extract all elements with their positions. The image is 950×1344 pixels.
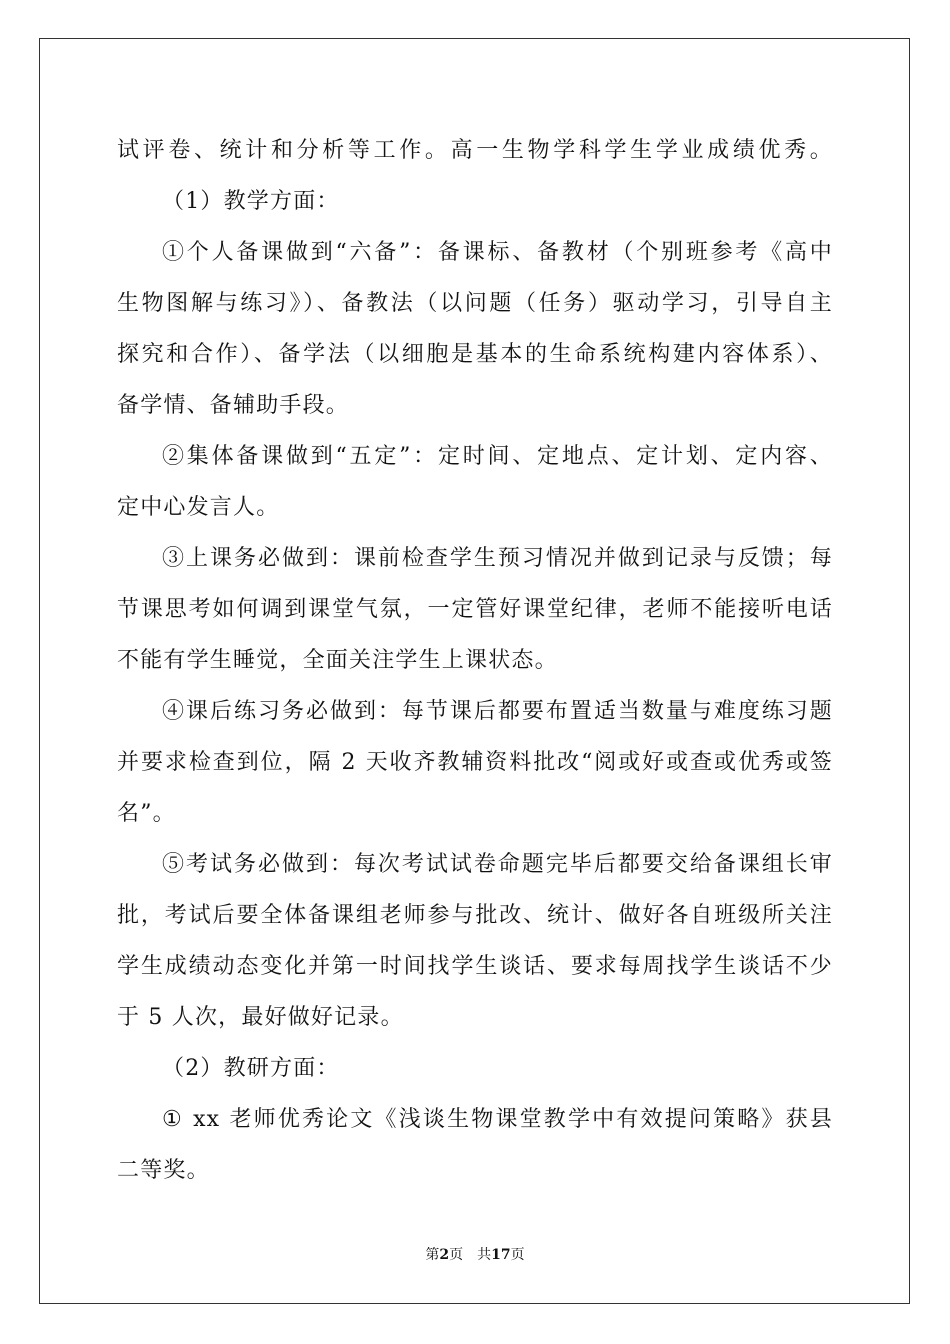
paragraph-line: ① xx 老师优秀论文《浅谈生物课堂教学中有效提问策略》获县 xyxy=(162,1107,833,1132)
paragraph-line: 名”。 xyxy=(117,801,176,826)
paragraph-line: 并要求检查到位，隔 2 天收齐教辅资料批改“阅或好或查或优秀或签 xyxy=(117,750,833,775)
paragraph-line: 试评卷、统计和分析等工作。高一生物学科学生学业成绩优秀。 xyxy=(117,138,833,163)
footer-total-suffix: 页 xyxy=(510,1247,525,1263)
paragraph-line: 探究和合作）、备学法（以细胞是基本的生命系统构建内容体系）、 xyxy=(117,342,833,367)
paragraph-line: ③上课务必做到：课前检查学生预习情况并做到记录与反馈；每 xyxy=(162,546,833,571)
section-heading-research: （2）教研方面： xyxy=(162,1056,340,1081)
paragraph-line: 备学情、备辅助手段。 xyxy=(117,393,350,418)
paragraph-line: ④课后练习务必做到：每节课后都要布置适当数量与难度练习题 xyxy=(162,699,833,724)
paragraph-line: 生物图解与练习》）、备教法（以问题（任务）驱动学习，引导自主 xyxy=(117,291,833,316)
paragraph-line: 节课思考如何调到课堂气氛，一定管好课堂纪律，老师不能接听电话 xyxy=(117,597,833,622)
paragraph-line: 定中心发言人。 xyxy=(117,495,280,520)
footer-page-prefix: 第 xyxy=(425,1247,440,1263)
section-heading-teaching: （1）教学方面： xyxy=(162,189,340,214)
paragraph-line: ②集体备课做到“五定”：定时间、定地点、定计划、定内容、 xyxy=(162,444,833,469)
paragraph-line: 二等奖。 xyxy=(117,1158,210,1183)
footer-page-number: 2 xyxy=(439,1247,450,1263)
paragraph-line: 批，考试后要全体备课组老师参与批改、统计、做好各自班级所关注 xyxy=(117,903,833,928)
footer-total-prefix: 共 xyxy=(477,1247,492,1263)
paragraph-line: 不能有学生睡觉，全面关注学生上课状态。 xyxy=(117,648,558,673)
footer-page-suffix: 页 xyxy=(449,1247,464,1263)
paragraph-line: 学生成绩动态变化并第一时间找学生谈话、要求每周找学生谈话不少 xyxy=(117,954,833,979)
paragraph-line: ①个人备课做到“六备”：备课标、备教材（个别班参考《高中 xyxy=(162,240,833,265)
page-footer xyxy=(0,1246,950,1264)
footer-total-pages: 17 xyxy=(491,1247,511,1263)
paragraph-line: 于 5 人次，最好做好记录。 xyxy=(117,1005,404,1030)
paragraph-line: ⑤考试务必做到：每次考试试卷命题完毕后都要交给备课组长审 xyxy=(162,852,833,877)
